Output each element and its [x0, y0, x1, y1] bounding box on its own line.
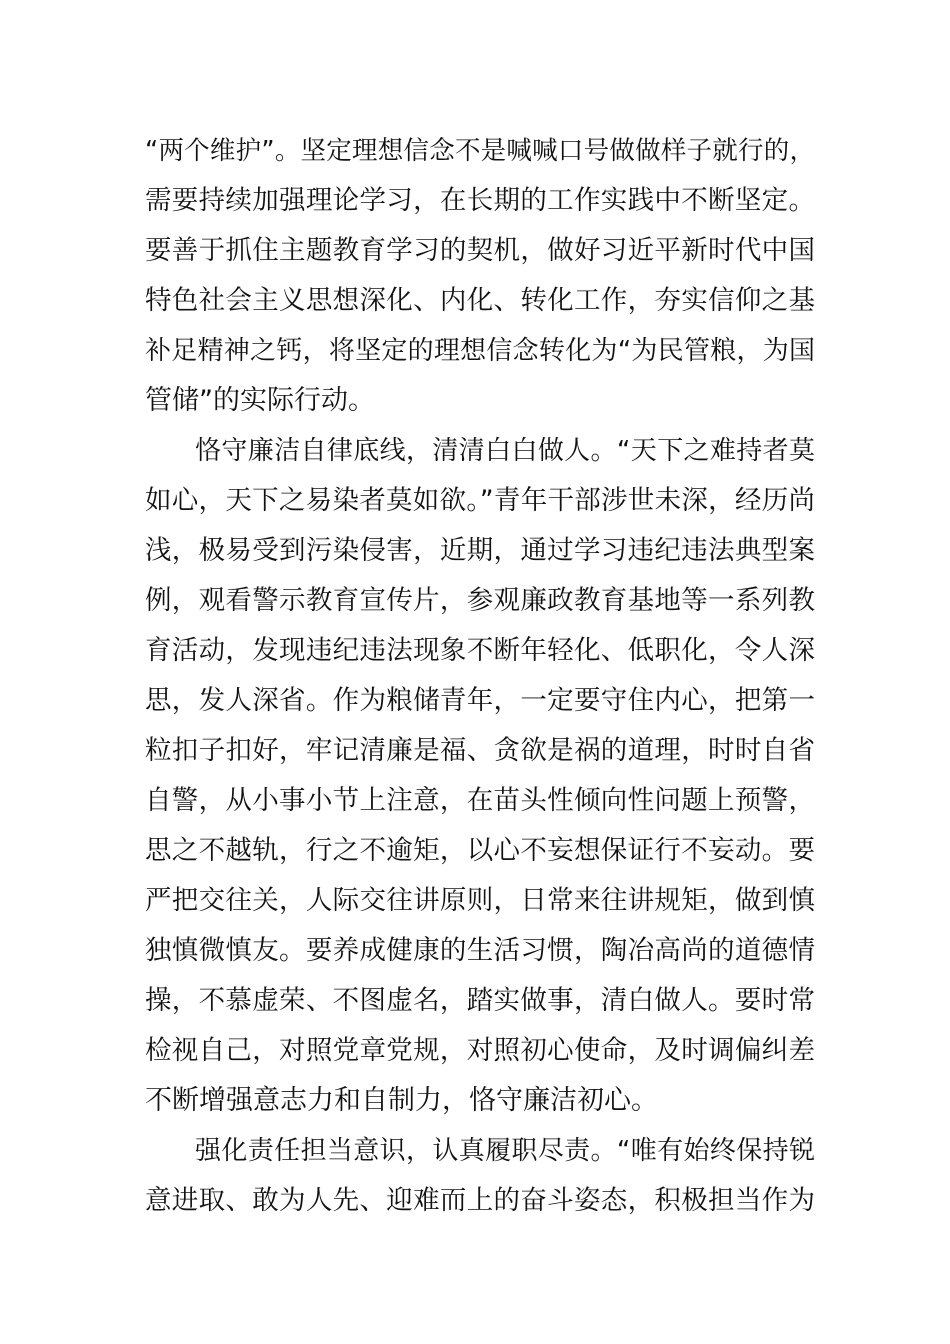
body-text [145, 126, 815, 1226]
text-line: 检视自己，对照党章党规，对照初心使命，及时调偏纠差 [145, 1035, 815, 1066]
text-line: 思，发人深省。作为粮储青年，一定要守住内心，把第一 [145, 685, 815, 716]
text-line: 独慎微慎友。要养成健康的生活习惯，陶冶高尚的道德情 [145, 935, 815, 966]
text-line: 补足精神之钙，将坚定的理想信念转化为“为民管粮，为国 [145, 336, 815, 366]
text-line: 浅，极易受到污染侵害，近期，通过学习违纪违法典型案 [145, 535, 815, 566]
text-line: 思之不越轨，行之不逾矩，以心不妄想保证行不妄动。要 [145, 835, 815, 866]
text-line: 如心，天下之易染者莫如欲。”青年干部涉世未深，经历尚 [145, 485, 815, 516]
text-line: 操，不慕虚荣、不图虚名，踏实做事，清白做人。要时常 [145, 985, 815, 1016]
paragraph-first-line: 强化责任担当意识，认真履职尽责。“唯有始终保持锐 [195, 1136, 815, 1166]
text-line: “两个维护”。坚定理想信念不是喊喊口号做做样子就行的， [145, 136, 815, 166]
text-line: 严把交往关，人际交往讲原则，日常来往讲规矩，做到慎 [145, 885, 815, 916]
text-line: 不断增强意志力和自制力，恪守廉洁初心。 [145, 1085, 658, 1116]
text-line: 粒扣子扣好，牢记清廉是福、贪欲是祸的道理，时时自省 [145, 735, 815, 766]
text-line: 自警，从小事小节上注意，在苗头性倾向性问题上预警， [145, 785, 815, 816]
text-line: 要善于抓住主题教育学习的契机，做好习近平新时代中国 [145, 235, 815, 266]
text-line: 例，观看警示教育宣传片，参观廉政教育基地等一系列教 [145, 585, 815, 616]
text-line: 育活动，发现违纪违法现象不断年轻化、低职化，令人深 [145, 635, 815, 666]
text-line: 需要持续加强理论学习，在长期的工作实践中不断坚定。 [145, 185, 815, 216]
text-line: 管储”的实际行动。 [145, 385, 375, 416]
paragraph-first-line: 恪守廉洁自律底线，清清白白做人。“天下之难持者莫 [195, 436, 815, 466]
text-line: 意进取、敢为人先、迎难而上的奋斗姿态，积极担当作为 [145, 1185, 815, 1216]
text-line: 特色社会主义思想深化、内化、转化工作，夯实信仰之基 [145, 285, 815, 316]
